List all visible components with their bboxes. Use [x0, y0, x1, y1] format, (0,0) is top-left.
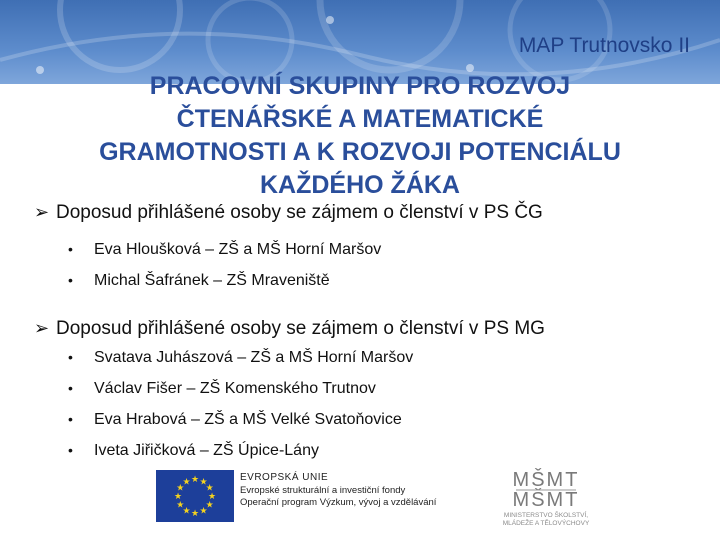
list-item — [68, 373, 413, 404]
member-name: Eva Hloušková – ZŠ a MŠ Horní Maršov — [94, 241, 382, 258]
member-name: Václav Fišer – ZŠ Komenského Trutnov — [94, 380, 376, 397]
member-name: Eva Hrabová – ZŠ a MŠ Velké Svatoňovice — [94, 411, 402, 428]
msmt-logo-mark: MŠMT — [512, 469, 580, 491]
title-line-1: PRACOVNÍ SKUPINY PRO ROZVOJ — [149, 72, 571, 100]
eu-star-icon: ★ — [199, 505, 208, 516]
eu-line-3: Operační program Výzkum, vývoj a vzdělávání — [240, 497, 437, 508]
bullet-icon: • — [68, 411, 73, 427]
bullet-icon: • — [68, 241, 73, 257]
arrow-bullet-icon: ➢ — [34, 202, 50, 222]
section-heading-text: Doposud přihlášené osoby se zájmem o členství v PS ČG — [56, 202, 543, 223]
list-item — [68, 404, 413, 435]
eu-star-icon: ★ — [190, 474, 200, 484]
brand-title: MAP Trutnovsko II — [518, 34, 690, 57]
section-heading-mg — [34, 318, 545, 340]
eu-line-2: Evropské strukturální a investiční fondy — [240, 484, 406, 496]
eu-star-icon: ★ — [182, 476, 191, 487]
eu-star-icon: ★ — [199, 476, 208, 487]
slide-title — [60, 70, 660, 202]
bullet-icon: • — [68, 380, 73, 396]
eu-star-icon: ★ — [205, 482, 214, 493]
arrow-bullet-icon: ➢ — [34, 318, 50, 338]
eu-flag-icon — [156, 470, 234, 522]
bullet-icon: • — [68, 272, 73, 288]
section-heading-text: Doposud přihlášené osoby se zájmem o členství v PS MG — [56, 318, 545, 339]
bullet-icon: • — [68, 442, 73, 458]
list-item — [68, 342, 413, 373]
title-line-4: KAŽDÉHO ŽÁKA — [260, 171, 460, 199]
title-line-3: GRAMOTNOSTI A K ROZVOJI POTENCIÁLU — [99, 138, 621, 166]
list-item — [68, 435, 413, 466]
section-heading-cg — [34, 202, 543, 224]
member-name: Iveta Jiřičková – ZŠ Úpice-Lány — [94, 442, 319, 459]
msmt-line-2: MLÁDEŽE A TĚLOVÝCHOVY — [502, 520, 590, 527]
msmt-logo-mark: MŠMT — [512, 489, 580, 511]
eu-logo — [156, 466, 454, 528]
eu-star-icon: ★ — [205, 499, 214, 510]
msmt-logo-text — [486, 512, 606, 528]
member-list-mg — [68, 342, 413, 466]
msmt-line-1: MINISTERSTVO ŠKOLSTVÍ, — [503, 512, 589, 519]
eu-star-icon: ★ — [182, 505, 191, 516]
member-name: Michal Šafránek – ZŠ Mraveniště — [94, 272, 330, 289]
title-line-2: ČTENÁŘSKÉ A MATEMATICKÉ — [176, 105, 544, 133]
eu-star-icon: ★ — [207, 491, 217, 501]
eu-star-icon: ★ — [190, 508, 200, 518]
list-item — [68, 234, 381, 265]
eu-star-icon: ★ — [176, 482, 185, 493]
member-list-cg — [68, 234, 381, 296]
eu-logo-text — [240, 472, 436, 510]
list-item — [68, 265, 381, 296]
eu-star-icon: ★ — [173, 491, 183, 501]
eu-star-icon: ★ — [176, 499, 185, 510]
eu-line-1: EVROPSKÁ UNIE — [240, 472, 329, 483]
member-name: Svatava Juhászová – ZŠ a MŠ Horní Maršov — [94, 349, 414, 366]
bullet-icon: • — [68, 349, 73, 365]
